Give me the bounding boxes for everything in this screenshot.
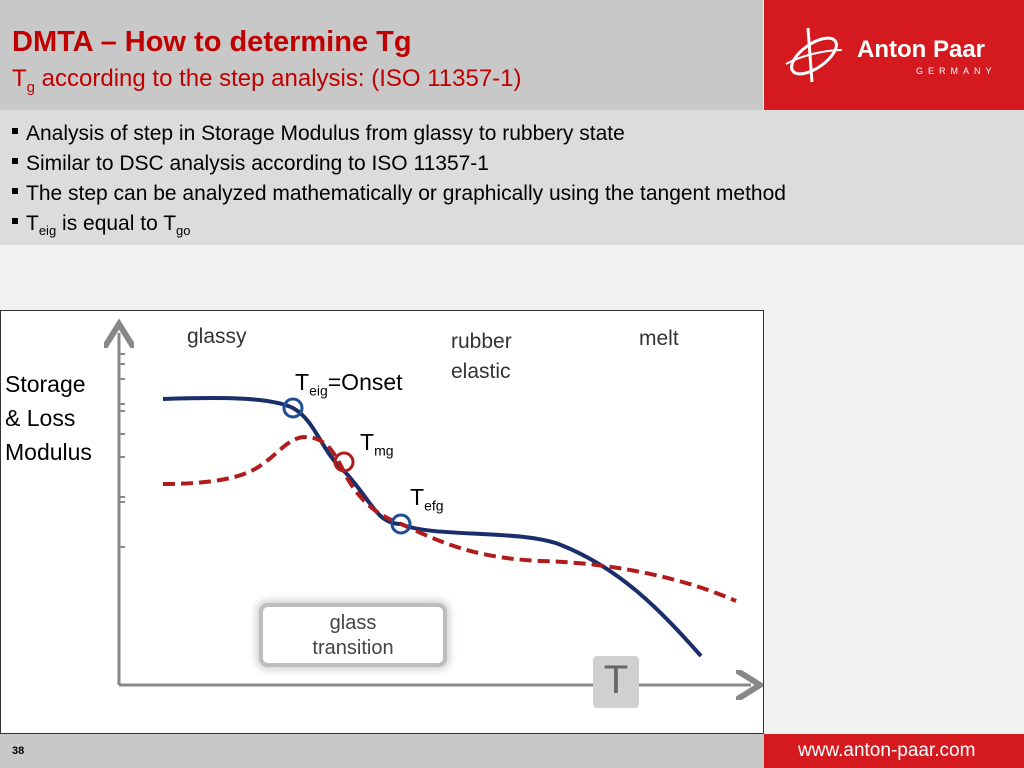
slide-title: DMTA – How to determine Tg: [12, 26, 412, 58]
bullet-list: [0, 110, 1024, 245]
bullet-item: The step can be analyzed mathematically or graphically using the tangent method: [12, 181, 786, 207]
header-bar: [0, 0, 763, 110]
slide-subtitle: $T_g$ according to the step analysis: (ISO 11357-1): [12, 65, 522, 96]
bullet-item: $T_{eig}$ is equal to $T_{go}$: [12, 211, 191, 244]
logo-country: GERMANY: [916, 66, 997, 76]
region-melt-label: melt: [639, 327, 679, 350]
footer-url[interactable]: www.anton-paar.com: [798, 740, 976, 761]
bullet-item: Similar to DSC analysis according to ISO 11357-1: [12, 151, 489, 177]
y-axis-label: Storage & Loss Modulus: [5, 371, 92, 465]
region-rubber-label: rubber elastic: [451, 330, 512, 383]
glass-transition-label: glass transition: [312, 612, 394, 659]
anton-paar-mark-icon: [778, 20, 848, 90]
x-axis-label: T: [603, 658, 629, 702]
teig-onset-label: $T_{eig}=Onset$: [295, 369, 403, 399]
logo-name: Anton Paar: [857, 36, 986, 63]
bullet-item: Analysis of step in Storage Modulus from glassy to rubbery state: [12, 121, 625, 147]
diagram-panel: [0, 310, 764, 734]
page-number: 38: [12, 745, 25, 757]
tmg-label: $T_{mg}$: [360, 429, 394, 459]
tefg-label: $T_{efg}$: [410, 484, 444, 514]
glass-transition-box: [259, 603, 447, 667]
footer-bar: [0, 734, 1024, 768]
x-axis-label-box: [593, 656, 639, 708]
footer-url-box: [764, 734, 1024, 768]
region-glassy-label: glassy: [187, 325, 247, 348]
anton-paar-logo: [764, 0, 1024, 110]
loss-modulus-curve: [163, 437, 736, 601]
